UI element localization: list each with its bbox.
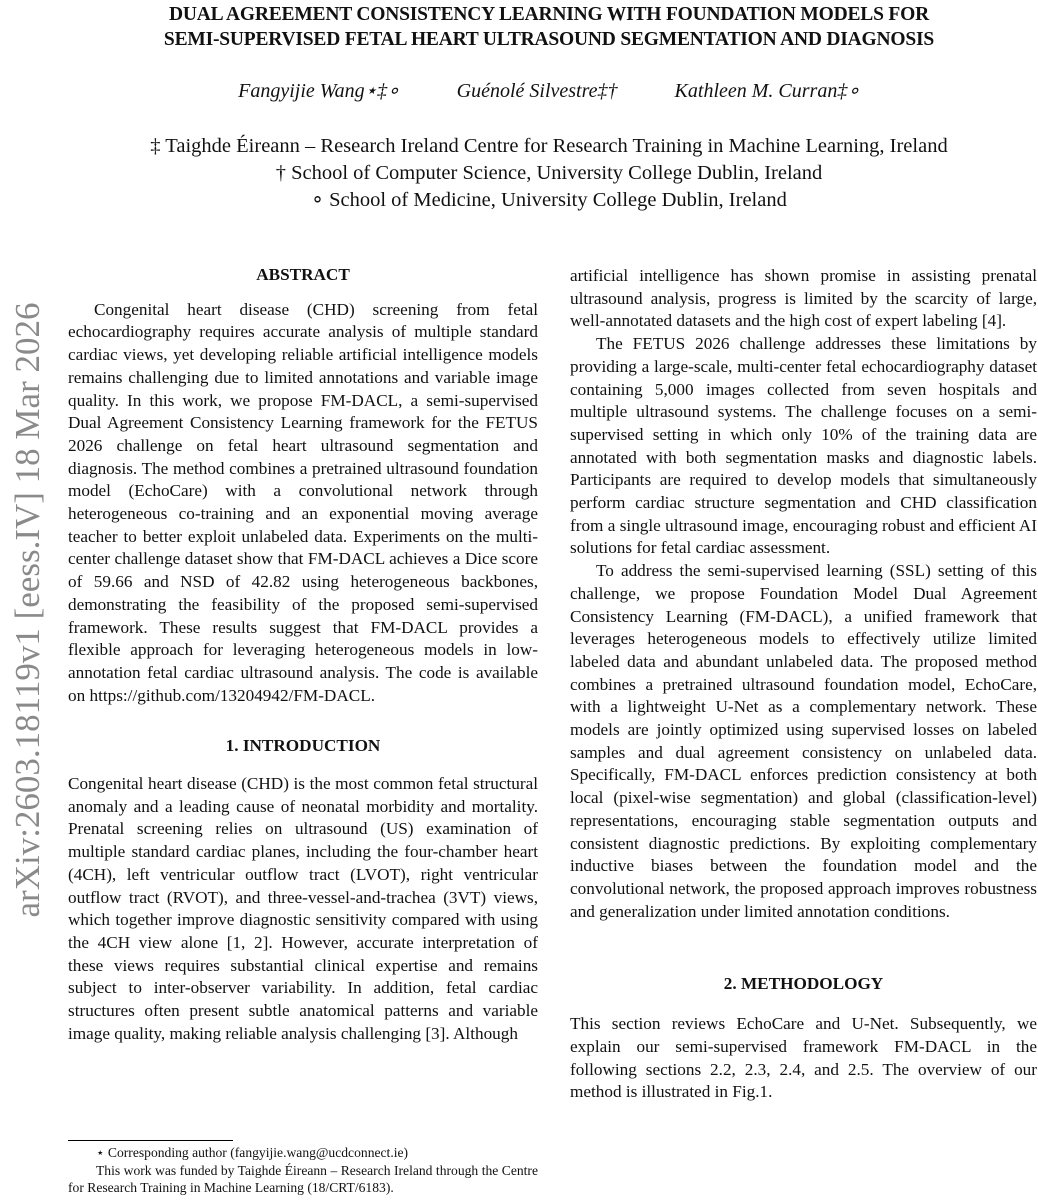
- affiliation: ‡ Taighde Éireann – Research Ireland Centre for Research Training in Machine Learning, Ireland: [150, 135, 948, 157]
- footnotes: [68, 1140, 538, 1197]
- paper-title: [60, 2, 1038, 52]
- author-list: [60, 78, 1038, 103]
- footnote-funding: This work was funded by Taighde Éireann – Research Ireland through the Centre for Research Training in Machine Learning (18/CRT/6183).: [68, 1162, 538, 1195]
- abstract-heading: ABSTRACT: [256, 265, 350, 284]
- arxiv-stamp: arXiv:2603.18119v1 [eess.IV] 18 Mar 2026: [8, 302, 47, 918]
- affiliations: [60, 133, 1038, 214]
- right-column: [570, 265, 1037, 1104]
- left-column: [68, 264, 538, 1046]
- affiliation: † School of Computer Science, University College Dublin, Ireland: [275, 162, 823, 184]
- intro-paragraph-continued: artificial intelligence has shown promise in assisting prenatal ultrasound analysis, progress is limited by the scarcity of large, well-annotated datasets and the high cost of expert labeling [4].: [570, 266, 1037, 331]
- author: Guénolé Silvestre‡†: [456, 80, 618, 102]
- intro-paragraph: The FETUS 2026 challenge addresses these limitations by providing a large-scale, multi-center fetal echocardiography dataset containing 5,000 images collected from seven hospitals and multiple ultrasound systems. The challenge focuses on a semi-supervised setting in which only 10% of the training data are annotated with both segmentation masks and diagnostic labels. Participants are required to develop models that simultaneously perform cardiac structure segmentation and CHD classification from a single ultrasound image, encouraging robust and efficient AI solutions for fetal cardiac assessment.: [570, 334, 1037, 558]
- abstract-text: Congenital heart disease (CHD) screening from fetal echocardiography requires accurate analysis of multiple standard cardiac views, yet developing reliable artificial intelligence models remains challenging due to limited annotations and variable image quality. In this work, we propose FM-DACL, a semi-supervised Dual Agreement Consistency Learning framework for the FETUS 2026 challenge on fetal heart ultrasound segmentation and diagnosis. The method combines a pretrained ultrasound foundation model (EchoCare) with a convolutional network through heterogeneous co-training and an exponential moving average teacher to better exploit unlabeled data. Experiments on the multi-center challenge dataset show that FM-DACL achieves a Dice score of 59.66 and NSD of 42.82 using heterogeneous backbones, demonstrating the feasibility of the proposed semi-supervised framework. These results suggest that FM-DACL provides a flexible approach for leveraging heterogeneous models in low-annotation fetal cardiac ultrasound analysis. The code is available on https://github.com/13204942/FM-DACL.: [68, 299, 538, 705]
- footnote-corresponding: ⋆ Corresponding author (fangyijie.wang@ucdconnect.ie): [96, 1145, 409, 1160]
- intro-paragraph: To address the semi-supervised learning (SSL) setting of this challenge, we propose Foundation Model Dual Agreement Consistency Learning (FM-DACL), a unified framework that leverages heterogeneous models to effectively utilize limited labeled data and abundant unlabeled data. The proposed method combines a pretrained ultrasound foundation model, EchoCare, with a lightweight U-Net as a complementary network. These models are jointly optimized using supervised losses on labeled samples and dual agreement consistency on unlabeled data. Specifically, FM-DACL enforces prediction consistency at both local (pixel-wise segmentation) and global (classification-level) representations, encouraging stable segmentation outputs and consistent diagnostic predictions. By exploiting complementary inductive biases between the foundation model and the convolutional network, the proposed approach improves robustness and generalization under limited annotation conditions.: [570, 561, 1037, 921]
- author: Fangyijie Wang⋆‡∘: [238, 80, 400, 102]
- intro-paragraph: Congenital heart disease (CHD) is the most common fetal structural anomaly and a leading cause of neonatal morbidity and mortality. Prenatal screening relies on ultrasound (US) examination of multiple standard cardiac planes, including the four-chamber heart (4CH), left ventricular outflow tract (LVOT), right ventricular outflow tract (RVOT), and three-vessel-and-trachea (3VT) views, which together improve diagnostic sensitivity compared with using the 4CH view alone [1, 2]. However, accurate interpretation of these views requires substantial clinical expertise and remains subject to inter-observer variability. In addition, fetal cardiac structures often present subtle anatomical patterns and variable image quality, making reliable analysis challenging [3]. Although: [68, 774, 538, 1043]
- affiliation: ∘ School of Medicine, University College Dublin, Ireland: [311, 189, 787, 211]
- footnote-rule: [68, 1140, 233, 1141]
- methodology-paragraph: This section reviews EchoCare and U-Net. Subsequently, we explain our semi-supervised framework FM-DACL in the following sections 2.2, 2.3, 2.4, and 2.5. The overview of our method is illustrated in Fig.1.: [570, 1014, 1037, 1102]
- title-line: SEMI-SUPERVISED FETAL HEART ULTRASOUND SEGMENTATION AND DIAGNOSIS: [163, 29, 935, 50]
- methodology-heading: 2. METHODOLOGY: [723, 974, 884, 994]
- title-line: DUAL AGREEMENT CONSISTENCY LEARNING WITH FOUNDATION MODELS FOR: [169, 4, 929, 25]
- author: Kathleen M. Curran‡∘: [674, 80, 860, 102]
- introduction-heading: 1. INTRODUCTION: [225, 736, 381, 756]
